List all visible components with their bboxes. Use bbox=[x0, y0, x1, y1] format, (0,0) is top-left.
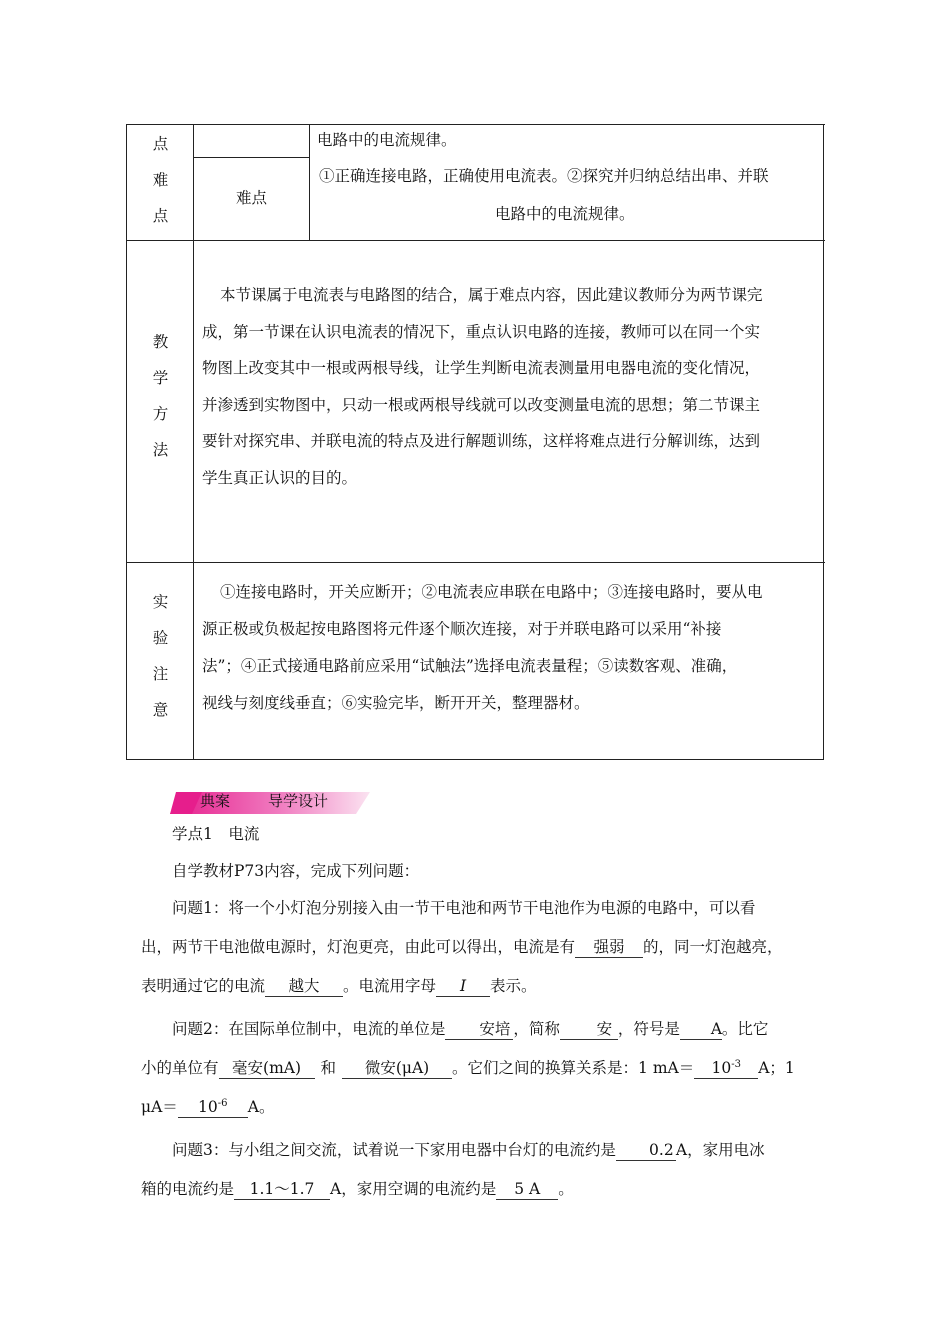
q2-blank-short: 安 bbox=[560, 1019, 618, 1040]
q2-blank-unit: 安培 bbox=[445, 1019, 513, 1040]
q3-line1: 问题3：与小组之间交流，试着说一下家用电器中台灯的电流约是 0.2 A，家用电冰 bbox=[172, 1141, 765, 1159]
q3-blank-fridge: 1.1～1.7 bbox=[234, 1179, 330, 1200]
banner-left-label: 典案 bbox=[200, 792, 231, 810]
key-points-side-label: 点 难 点 bbox=[152, 135, 169, 225]
q1-blank-strength: 强弱 bbox=[575, 937, 643, 958]
q3-blank-desk-lamp: 0.2 bbox=[616, 1140, 676, 1161]
row-divider-top bbox=[127, 124, 825, 125]
section-title: 学点1 电流 bbox=[172, 825, 260, 843]
col-divider-2 bbox=[309, 124, 310, 241]
experiment-notes-side-label: 实 验 注 意 bbox=[152, 593, 169, 719]
banner-right-label: 导学设计 bbox=[268, 792, 329, 810]
section-banner bbox=[170, 790, 370, 818]
teaching-method-side-label: 教 学 方 法 bbox=[152, 333, 169, 459]
q1-line3: 表明通过它的电流 越大 。电流用字母 I 表示。 bbox=[141, 977, 537, 995]
difficulty-text-line2: 电路中的电流规律。 bbox=[495, 205, 635, 223]
difficulty-text-line1: ①正确连接电路，正确使用电流表。②探究并归纳总结出串、并联 bbox=[319, 167, 769, 185]
row-divider-2 bbox=[127, 562, 825, 563]
q2-blank-ua-conversion: $10^{-6}$ bbox=[178, 1094, 248, 1118]
intro-text: 自学教材P73内容，完成下列问题： bbox=[172, 862, 420, 880]
q2-blank-milliamp: 毫安(mA) bbox=[219, 1058, 315, 1079]
course-table bbox=[126, 124, 824, 760]
q2-blank-symbol: A bbox=[680, 1019, 722, 1040]
q2-line3: $\mu A= 10^{-6}$ A。 bbox=[141, 1089, 821, 1126]
q1-line1: 问题1：将一个小灯泡分别接入由一节干电池和两节干电池作为电源的电路中，可以看 bbox=[172, 899, 756, 917]
key-point-text: 电路中的电流规律。 bbox=[317, 131, 457, 149]
q1-blank-symbol: I bbox=[436, 976, 490, 997]
q2-blank-ma-conversion: $10^{-3}$ bbox=[694, 1055, 758, 1079]
q1-line2: 出，两节干电池做电源时，灯泡更亮，由此可以得出，电流是有 强弱 的，同一灯泡越亮， bbox=[141, 938, 783, 956]
row-divider-1a bbox=[193, 157, 309, 158]
difficulty-label: 难点 bbox=[235, 189, 267, 207]
q2-blank-microamp: 微安(μA) bbox=[342, 1058, 452, 1079]
q2-line2: 小的单位有 毫安(mA) 和 微安(μA) 。它们之间的换算关系是：1 $mA= 10^{-3}$ A；1 bbox=[141, 1050, 821, 1087]
q1-blank-larger: 越大 bbox=[265, 976, 343, 997]
experiment-notes-text: ①连接电路时，开关应断开；②电流表应串联在电路中；③连接电路时，要从电 源正极或负极起按电路图将元件逐个顺次连接，对于并联电路可以采用“补接 法”；④正式接通电路前应采用“试触法”选择电流表量程；⑤读数客观、准确， 视线与刻度线垂直；⑥实验完毕，断开开关，整理器材。 bbox=[202, 583, 763, 712]
q2-line1: 问题2：在国际单位制中，电流的单位是 安培 ，简称 安 ，符号是 A。比它 bbox=[172, 1020, 769, 1038]
row-divider-1b bbox=[127, 240, 825, 241]
q3-line2: 箱的电流约是 1.1～1.7 A，家用空调的电流约是 5 A 。 bbox=[141, 1180, 574, 1198]
q3-blank-aircon: 5 A bbox=[496, 1179, 558, 1200]
teaching-method-text: 本节课属于电流表与电路图的结合，属于难点内容，因此建议教师分为两节课完 成，第一节课在认识电流表的情况下，重点认识电路的连接，教师可以在同一个实 物图上改变其中一根或两根导线，让学生判断电流表测量用电器电流的变化情况， 并渗透到实物图中，只动一根或两根导线就可以改变测量电流的思想；第二节课主 要针对探究串、并联电流的特点及进行解题训练，这样将难点进行分解训练，达到 学生真正认识的目的。 bbox=[202, 286, 763, 487]
